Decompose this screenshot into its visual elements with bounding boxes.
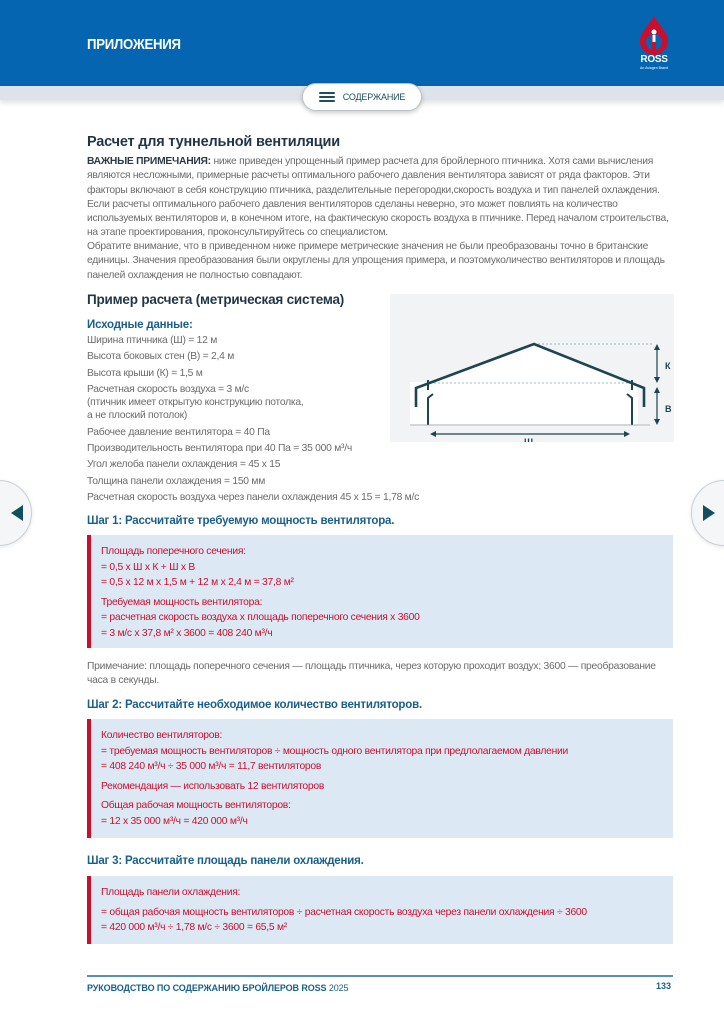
calc-line: = 0,5 x Ш x К + Ш x В: [101, 561, 196, 573]
conversion-note-paragraph: Обратите внимание, что в приведенном ниже примере метрические значения не были преобразованы точно в британские единицы. Значения преобразования были округлены для упрощения примера, и поэтомуколичество вентиляторов и площадь панелей охлаждения не полностью совпадают.: [87, 241, 665, 281]
calc-line: = общая рабочая мощность вентиляторов ÷ расчетная скорость воздуха через панели охлаждения ÷ 3600: [101, 906, 587, 918]
previous-page-button[interactable]: [0, 480, 32, 546]
step-1-note: Примечание: площадь поперечного сечения — площадь птичника, через которую проходит воздух; 3600 — преобразование часа в секунды.: [87, 661, 656, 687]
calc-line: = требуемая мощность вентиляторов ÷ мощность одного вентилятора при предлолагаемом давлении: [101, 745, 569, 757]
calc-line: Рекомендация — использовать 12 вентиляторов: [101, 780, 325, 792]
house-cross-section-diagram: [390, 294, 674, 442]
input-data-title: Исходные данные:: [87, 319, 193, 331]
footer-guide-name: РУКОВОДСТВО ПО СОДЕРЖАНИЮ БРОЙЛЕРОВ ROSS: [87, 983, 327, 993]
calc-line: Количество вентиляторов:: [101, 730, 223, 741]
ross-logo: [632, 14, 676, 74]
logo-subtext: An Aviagen Brand: [640, 66, 668, 70]
input-item: Расчетная скорость воздуха через панели охлаждения 45 x 15 = 1,78 м/с: [87, 492, 420, 504]
page-number: 133: [656, 981, 672, 991]
important-notes-label: ВАЖНЫЕ ПРИМЕЧАНИЯ:: [87, 156, 211, 167]
example-title: Пример расчета (метрическая система): [87, 292, 345, 307]
calc-line: = 3 м/с x 37,8 м² x 3600 = 408 240 м³/ч: [101, 627, 273, 639]
calc-line: = 420 000 м³/ч ÷ 1,78 м/с ÷ 3600 = 65,5 м²: [101, 922, 287, 933]
calc-line: Площадь панели охлаждения:: [101, 887, 241, 898]
table-of-contents-button[interactable]: [302, 83, 422, 111]
step-2-calculation-box: [87, 719, 673, 838]
logo-wordmark: ROSS: [640, 54, 668, 65]
step-2-title: Шаг 2: Рассчитайте необходимое количество вентиляторов.: [87, 699, 422, 711]
input-item: Толщина панели охлаждения = 150 мм: [87, 475, 266, 487]
hamburger-menu-icon: [319, 92, 335, 103]
roof-height-label: К: [665, 361, 671, 371]
input-item: Ширина птичника (Ш) = 12 м: [87, 335, 218, 346]
step-3-calculation-box: [87, 876, 673, 944]
droplet-logo-icon: [632, 14, 676, 56]
calc-line: Общая рабочая мощность вентиляторов:: [101, 800, 291, 811]
input-item: Угол желоба панели охлаждения = 45 x 15: [87, 459, 281, 471]
input-item: Высота боковых стен (В) = 2,4 м: [87, 351, 235, 363]
footer-year: 2025: [328, 983, 349, 993]
triangle-right-icon: [703, 505, 715, 521]
section-title: ПРИЛОЖЕНИЯ: [87, 36, 181, 53]
calc-line: = расчетная скорость воздуха x площадь поперечного сечения x 3600: [101, 612, 420, 623]
wall-height-label: В: [665, 404, 672, 414]
calc-line: = 0,5 x 12 м x 1,5 м + 12 м x 2,4 м = 37,8 м²: [101, 577, 294, 588]
input-item: а не плоский потолок): [87, 410, 188, 422]
important-notes-text: ниже приведен упрощенный пример расчета для бройлерного птичника. Хотя сами вычисления являются несложными, примерные расчеты оптимального рабочего давления вентилятора зависят от ряда факторов. Эти факторы включают в себя конструкцию птичника, разделительные перегородки,скорость воздуха и тип панелей охлаждения. Если расчеты оптимального рабочего давления вентиляторов сделаны неверно, это может повлиять на количество используемых вентиляторов и, в конечном итоге, на фактическую скорость воздуха в птичнике. Перед началом строительства, на этапе проектирования, проконсультируйтесь со специалистом.: [87, 156, 669, 239]
input-item: Расчетная скорость воздуха = 3 м/с: [87, 384, 249, 396]
step-3-title: Шаг 3: Рассчитайте площадь панели охлаждения.: [87, 855, 364, 867]
calc-line: = 408 240 м³/ч ÷ 35 000 м³/ч = 11,7 вентиляторов: [101, 761, 322, 772]
page-title: Расчет для туннельной вентиляции: [87, 134, 340, 150]
step-1-calculation-box: [87, 535, 673, 648]
toc-label: СОДЕРЖАНИЕ: [342, 92, 406, 102]
page-title-wrap: [87, 134, 675, 150]
input-item: (птичник имеет открытую конструкцию потолка,: [87, 397, 304, 409]
footer-divider: [87, 975, 673, 977]
footer-title: [87, 983, 348, 993]
input-item: Производительность вентилятора при 40 Па = 35 000 м³/ч: [87, 442, 352, 454]
triangle-left-icon: [11, 505, 23, 521]
page-header: [0, 0, 724, 86]
calc-line: Требуемая мощность вентилятора:: [101, 596, 263, 608]
step-1-title: Шаг 1: Рассчитайте требуемую мощность вентилятора.: [87, 515, 395, 527]
calc-line: Площадь поперечного сечения:: [101, 546, 246, 557]
input-item: Высота крыши (К) = 1,5 м: [87, 367, 203, 379]
input-item: Рабочее давление вентилятора = 40 Па: [87, 426, 270, 438]
next-page-button[interactable]: [691, 480, 724, 546]
width-label: Ш: [524, 437, 534, 442]
important-notes-paragraph: [87, 155, 677, 241]
calc-line: = 12 x 35 000 м³/ч = 420 000 м³/ч: [101, 815, 248, 827]
